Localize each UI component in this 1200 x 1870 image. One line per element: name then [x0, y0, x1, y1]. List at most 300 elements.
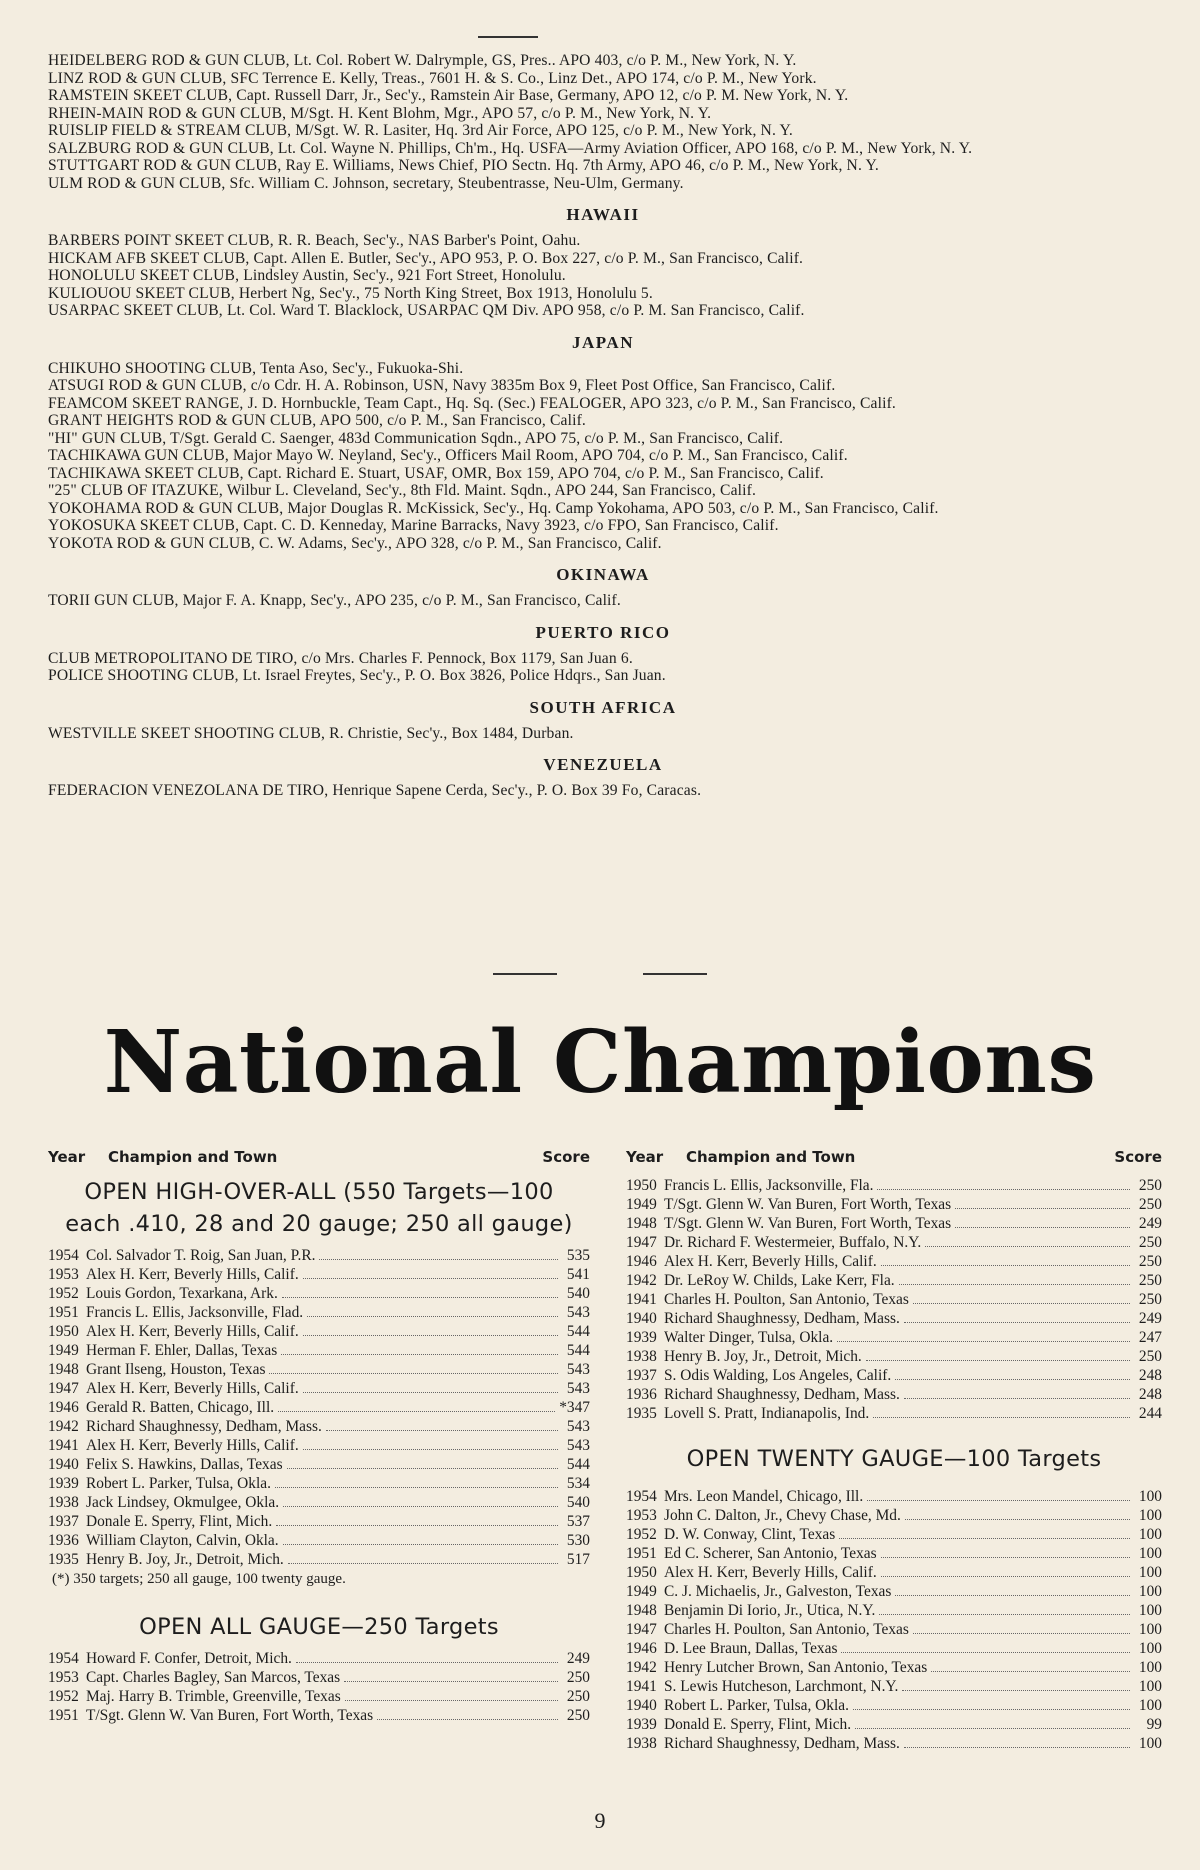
club-details: c/o Mrs. Charles F. Pennock, Box 1179, San Juan 6.: [301, 649, 633, 667]
champion-name: Herman F. Ehler, Dallas, Texas: [86, 1342, 278, 1359]
club-details: Lt. Col. Robert W. Dalrymple, GS, Pres.. APO 403, c/o P. M., New York, N. Y.: [293, 52, 797, 69]
champion-row: [626, 1366, 1162, 1385]
club-entry: [48, 412, 1158, 430]
club-details: APO 500, c/o P. M., San Francisco, Calif.: [319, 412, 586, 429]
column-header: [626, 1148, 1162, 1166]
champion-name: Robert L. Parker, Tulsa, Okla.: [664, 1697, 849, 1714]
champion-year: 1939: [626, 1716, 657, 1733]
champion-row: [626, 1582, 1162, 1601]
champion-row: [626, 1677, 1162, 1696]
club-details: Sfc. William C. Johnson, secretary, Steubentrasse, Neu-Ulm, Germany.: [229, 174, 684, 192]
dot-leader: [319, 1258, 558, 1260]
champion-score: 250: [1138, 1196, 1162, 1213]
dot-leader: [855, 1727, 1130, 1729]
champion-score: 250: [566, 1688, 590, 1705]
champion-row: [48, 1531, 590, 1550]
champion-row: [48, 1512, 590, 1531]
champion-score: 540: [566, 1285, 590, 1302]
section-title: OPEN HIGH-OVER-ALL (550 Targets—100 each .410, 28 and 20 gauge; 250 all gauge): [65, 1179, 573, 1237]
club-details: R. Christie, Sec'y., Box 1484, Durban.: [329, 724, 574, 742]
champion-year: 1946: [48, 1399, 79, 1416]
champion-score: 100: [1138, 1602, 1162, 1619]
dot-leader: [377, 1718, 558, 1720]
dot-leader: [902, 1689, 1130, 1691]
champion-name: D. Lee Braun, Dallas, Texas: [664, 1640, 838, 1657]
champion-row: [626, 1309, 1162, 1328]
champion-year: 1941: [48, 1437, 79, 1454]
champion-name: Walter Dinger, Tulsa, Okla.: [664, 1329, 834, 1346]
champion-year: 1954: [48, 1650, 79, 1667]
club-name: GRANT HEIGHTS ROD & GUN CLUB,: [48, 412, 317, 429]
dot-leader: [307, 1315, 558, 1317]
club-name: RUISLIP FIELD & STREAM CLUB,: [48, 122, 292, 139]
year-header: Year: [626, 1148, 664, 1166]
champion-row: [48, 1493, 590, 1512]
champion-name: T/Sgt. Glenn W. Van Buren, Fort Worth, Texas: [664, 1215, 952, 1232]
champion-name: C. J. Michaelis, Jr., Galveston, Texas: [664, 1583, 892, 1600]
champion-year: 1941: [626, 1678, 657, 1695]
champion-row: [626, 1252, 1162, 1271]
club-entry: [48, 232, 1158, 250]
champion-year: 1948: [48, 1361, 79, 1378]
champion-row: [48, 1341, 590, 1360]
champion-score: 100: [1138, 1526, 1162, 1543]
column-header: [48, 1148, 590, 1166]
club-entry: [48, 105, 1158, 123]
champion-score: 99: [1146, 1716, 1162, 1733]
champion-score: 247: [1138, 1329, 1162, 1346]
dot-leader: [955, 1207, 1130, 1209]
champion-row: [626, 1214, 1162, 1233]
club-name: HEIDELBERG ROD & GUN CLUB,: [48, 52, 290, 69]
champion-year: 1940: [626, 1697, 657, 1714]
dot-leader: [303, 1448, 558, 1450]
club-entry: [48, 650, 1158, 668]
champion-score: 540: [566, 1494, 590, 1511]
club-entry: [48, 482, 1158, 500]
club-details: Capt. Richard E. Stuart, USAF, OMR, Box 159, APO 704, c/o P. M., San Francisco, Calif.: [247, 464, 824, 482]
champion-row: [626, 1347, 1162, 1366]
champion-name: Richard Shaughnessy, Dedham, Mass.: [86, 1418, 322, 1435]
dot-leader: [904, 1746, 1130, 1748]
champion-name: Benjamin Di Iorio, Jr., Utica, N.Y.: [664, 1602, 876, 1619]
club-entry: [48, 592, 1158, 610]
dot-leader: [913, 1632, 1130, 1634]
club-entry: [48, 535, 1158, 553]
top-rule: [478, 36, 538, 38]
club-name: POLICE SHOOTING CLUB,: [48, 667, 239, 684]
champion-name: Ed C. Scherer, San Antonio, Texas: [664, 1545, 877, 1562]
dot-leader: [326, 1429, 558, 1431]
champion-score: 100: [1138, 1735, 1162, 1752]
page-number: 9: [594, 1808, 606, 1833]
club-entry: [48, 267, 1158, 285]
club-details: Tenta Aso, Sec'y., Fukuoka-Shi.: [259, 359, 464, 377]
region-heading: HAWAII: [566, 205, 640, 224]
champion-year: 1942: [48, 1418, 79, 1435]
champion-score: 534: [566, 1475, 590, 1492]
champion-name: S. Lewis Hutcheson, Larchmont, N.Y.: [664, 1678, 899, 1695]
dot-leader: [881, 1556, 1130, 1558]
champion-row: [48, 1303, 590, 1322]
dot-leader: [288, 1562, 558, 1564]
club-entry: [48, 52, 1158, 70]
champion-score: 250: [1138, 1272, 1162, 1289]
champion-year: 1953: [48, 1266, 79, 1283]
dot-leader: [899, 1283, 1130, 1285]
champion-year: 1948: [626, 1215, 657, 1232]
club-details: Major Douglas R. McKissick, Sec'y., Hq. Camp Yokohama, APO 503, c/o P. M., San Francisco, Calif.: [287, 499, 939, 517]
champion-year: 1952: [48, 1688, 79, 1705]
champion-name: Alex H. Kerr, Beverly Hills, Calif.: [86, 1266, 299, 1283]
champion-name: Louis Gordon, Texarkana, Ark.: [86, 1285, 278, 1302]
champion-name: Robert L. Parker, Tulsa, Okla.: [86, 1475, 271, 1492]
club-name: STUTTGART ROD & GUN CLUB,: [48, 157, 282, 174]
club-entry: [48, 465, 1158, 483]
club-details: T/Sgt. Gerald C. Saenger, 483d Communication Sqdn., APO 75, c/o P. M., San Francisco, Calif.: [170, 429, 784, 447]
dot-leader: [278, 1410, 555, 1412]
champion-score: *347: [559, 1399, 590, 1416]
champion-score: 537: [566, 1513, 590, 1530]
champion-score: 248: [1138, 1386, 1162, 1403]
champion-year: 1946: [626, 1640, 657, 1657]
champion-year: 1938: [626, 1735, 657, 1752]
dot-leader: [283, 1505, 558, 1507]
club-entry: [48, 140, 1158, 158]
champions-left-column: [48, 1148, 590, 1725]
club-name: USARPAC SKEET CLUB,: [48, 302, 223, 319]
champion-score: 244: [1138, 1405, 1162, 1422]
club-details: Lindsley Austin, Sec'y., 921 Fort Street, Honolulu.: [243, 267, 566, 284]
dot-leader: [303, 1334, 558, 1336]
champion-name: William Clayton, Calvin, Okla.: [86, 1532, 279, 1549]
champion-row: [48, 1360, 590, 1379]
club-entry: [48, 377, 1158, 395]
club-entry: [48, 122, 1158, 140]
champion-score: 100: [1138, 1545, 1162, 1562]
champion-score: 249: [1138, 1310, 1162, 1327]
champion-name: Francis L. Ellis, Jacksonville, Flad.: [86, 1304, 304, 1321]
champion-row: [626, 1506, 1162, 1525]
champion-name: D. W. Conway, Clint, Texas: [664, 1526, 836, 1543]
dot-leader: [296, 1661, 558, 1663]
club-details: R. R. Beach, Sec'y., NAS Barber's Point, Oahu.: [277, 232, 581, 249]
club-details: Capt. C. D. Kenneday, Marine Barracks, Navy 3923, c/o FPO, San Francisco, Calif.: [243, 517, 779, 534]
champion-score: 530: [566, 1532, 590, 1549]
champion-year: 1952: [626, 1526, 657, 1543]
champion-row: [48, 1668, 590, 1687]
region-heading: SOUTH AFRICA: [529, 697, 677, 717]
club-entry: [48, 447, 1158, 465]
champion-score: 541: [566, 1266, 590, 1283]
club-name: RAMSTEIN SKEET CLUB,: [48, 87, 233, 104]
score-header: Score: [542, 1148, 590, 1166]
champion-name: Alex H. Kerr, Beverly Hills, Calif.: [86, 1380, 299, 1397]
champion-score: 543: [566, 1361, 590, 1378]
champion-year: 1949: [626, 1196, 657, 1213]
champion-score: 250: [1138, 1234, 1162, 1251]
dot-leader: [955, 1226, 1130, 1228]
club-entry: [48, 285, 1158, 303]
section-title: OPEN TWENTY GAUGE—100 Targets: [686, 1446, 1102, 1472]
champion-year: 1949: [48, 1342, 79, 1359]
dot-leader: [275, 1486, 558, 1488]
champion-score: 250: [566, 1669, 590, 1686]
champion-name: Richard Shaughnessy, Dedham, Mass.: [664, 1310, 900, 1327]
club-name: YOKOSUKA SKEET CLUB,: [48, 517, 240, 534]
page-title: National Champions: [103, 1012, 1097, 1113]
dot-leader: [931, 1670, 1130, 1672]
club-details: Herbert Ng, Sec'y., 75 North King Street, Box 1913, Honolulu 5.: [238, 284, 653, 302]
region-heading: PUERTO RICO: [535, 622, 671, 642]
champion-row: [626, 1487, 1162, 1506]
champion-row: [48, 1436, 590, 1455]
champion-name: Maj. Harry B. Trimble, Greenville, Texas: [86, 1688, 341, 1705]
champion-row: [48, 1246, 590, 1265]
champion-year: 1938: [626, 1348, 657, 1365]
champion-year: 1940: [48, 1456, 79, 1473]
club-name: "HI" GUN CLUB,: [48, 429, 167, 447]
champion-score: 100: [1138, 1583, 1162, 1600]
dot-leader: [303, 1277, 558, 1279]
champion-row: [626, 1620, 1162, 1639]
champion-score: 100: [1138, 1697, 1162, 1714]
champion-name: Alex H. Kerr, Beverly Hills, Calif.: [664, 1564, 877, 1581]
champion-year: 1949: [626, 1583, 657, 1600]
champion-name: Donald E. Sperry, Flint, Mich.: [664, 1716, 852, 1733]
champion-year: 1953: [626, 1507, 657, 1524]
champion-year: 1941: [626, 1291, 657, 1308]
champion-row: [626, 1734, 1162, 1753]
club-entry: [48, 360, 1158, 378]
dot-leader: [879, 1613, 1130, 1615]
champion-score: 250: [1138, 1253, 1162, 1270]
club-entry: [48, 782, 1158, 800]
club-details: SFC Terrence E. Kelly, Treas., 7601 H. & S. Co., Linz Det., APO 174, c/o P. M., New York.: [230, 69, 817, 87]
club-name: CLUB METROPOLITANO DE TIRO,: [48, 649, 298, 667]
champion-row: [626, 1696, 1162, 1715]
champion-year: 1950: [48, 1323, 79, 1340]
champion-year: 1942: [626, 1272, 657, 1289]
champion-name: Jack Lindsey, Okmulgee, Okla.: [86, 1494, 280, 1511]
champion-name: Dr. LeRoy W. Childs, Lake Kerr, Fla.: [664, 1272, 895, 1289]
champion-score: 248: [1138, 1367, 1162, 1384]
champion-name: Howard F. Confer, Detroit, Mich.: [86, 1650, 292, 1667]
champion-row: [48, 1706, 590, 1725]
champion-name: Donale E. Sperry, Flint, Mich.: [86, 1513, 273, 1530]
club-name: KULIOUOU SKEET CLUB,: [48, 284, 235, 302]
club-entry: [48, 517, 1158, 535]
champion-row: [48, 1687, 590, 1706]
champion-year: 1948: [626, 1602, 657, 1619]
club-entry: [48, 250, 1158, 268]
champion-score: 535: [566, 1247, 590, 1264]
champion-row: [626, 1176, 1162, 1195]
champion-name: Grant Ilseng, Houston, Texas: [86, 1361, 266, 1378]
champion-score: 517: [566, 1551, 590, 1568]
champion-year: 1940: [626, 1310, 657, 1327]
club-name: HICKAM AFB SKEET CLUB,: [48, 249, 250, 267]
champion-score: 544: [566, 1342, 590, 1359]
champion-score: 544: [566, 1323, 590, 1340]
champion-score: 250: [1138, 1177, 1162, 1194]
dot-leader: [867, 1499, 1130, 1501]
champion-row: [626, 1233, 1162, 1252]
champion-name: Henry B. Joy, Jr., Detroit, Mich.: [86, 1551, 284, 1568]
champion-name: Richard Shaughnessy, Dedham, Mass.: [664, 1386, 900, 1403]
champion-name: Charles H. Poulton, San Antonio, Texas: [664, 1621, 909, 1638]
champion-row: [48, 1265, 590, 1284]
club-details: Capt. Allen E. Butler, Sec'y., APO 953, P. O. Box 227, c/o P. M., San Francisco, Calif.: [253, 249, 804, 267]
club-entry: [48, 500, 1158, 518]
champion-row: [48, 1322, 590, 1341]
champion-year: 1947: [626, 1234, 657, 1251]
champion-name: Capt. Charles Bagley, San Marcos, Texas: [86, 1669, 341, 1686]
club-details: Major Mayo W. Neyland, Sec'y., Officers Mail Room, APO 704, c/o P. M., San Francisco, Calif.: [233, 447, 848, 464]
champion-score: 250: [566, 1707, 590, 1724]
club-details: J. D. Hornbuckle, Team Capt., Hq. Sq. (Sec.) FEALOGER, APO 323, c/o P. M., San Francisco, Calif.: [247, 394, 896, 412]
champion-row: [626, 1715, 1162, 1734]
club-name: FEAMCOM SKEET RANGE,: [48, 394, 244, 412]
champion-name: Alex H. Kerr, Beverly Hills, Calif.: [86, 1437, 299, 1454]
champion-year: 1947: [626, 1621, 657, 1638]
champion-name: Alex H. Kerr, Beverly Hills, Calif.: [664, 1253, 877, 1270]
club-name: YOKOHAMA ROD & GUN CLUB,: [48, 499, 284, 517]
champion-score: 543: [566, 1437, 590, 1454]
champion-year: 1954: [626, 1488, 657, 1505]
club-name: CHIKUHO SHOOTING CLUB,: [48, 359, 257, 377]
club-details: M/Sgt. W. R. Lasiter, Hq. 3rd Air Force, APO 125, c/o P. M., New York, N. Y.: [295, 122, 793, 139]
dot-leader: [303, 1391, 558, 1393]
club-entry: [48, 430, 1158, 448]
dot-leader: [281, 1353, 558, 1355]
champion-year: 1951: [48, 1707, 79, 1724]
club-entry: [48, 667, 1158, 685]
club-name: HONOLULU SKEET CLUB,: [48, 267, 240, 284]
club-name: TACHIKAWA GUN CLUB,: [48, 447, 229, 464]
dot-leader: [895, 1378, 1130, 1380]
champion-row: [626, 1601, 1162, 1620]
club-details: Lt. Israel Freytes, Sec'y., P. O. Box 3826, Police Hdqrs., San Juan.: [242, 667, 666, 684]
champion-name: T/Sgt. Glenn W. Van Buren, Fort Worth, Texas: [86, 1707, 374, 1724]
champion-year: 1951: [48, 1304, 79, 1321]
champion-name: Dr. Richard F. Westermeier, Buffalo, N.Y.: [664, 1234, 922, 1251]
champion-row: [48, 1474, 590, 1493]
club-details: Major F. A. Knapp, Sec'y., APO 235, c/o P. M., San Francisco, Calif.: [182, 592, 621, 609]
club-entry: [48, 157, 1158, 175]
champion-name: Col. Salvador T. Roig, San Juan, P.R.: [86, 1247, 316, 1264]
champion-year: 1952: [48, 1285, 79, 1302]
champion-year: 1939: [626, 1329, 657, 1346]
dot-leader: [873, 1416, 1130, 1418]
club-entry: [48, 302, 1158, 320]
dot-leader: [904, 1321, 1130, 1323]
champion-name: Alex H. Kerr, Beverly Hills, Calif.: [86, 1323, 299, 1340]
footnote: (*) 350 targets; 250 all gauge, 100 twenty gauge.: [52, 1571, 346, 1587]
champion-year: 1942: [626, 1659, 657, 1676]
dot-leader: [877, 1188, 1130, 1190]
champion-row: [626, 1404, 1162, 1423]
club-name: WESTVILLE SKEET SHOOTING CLUB,: [48, 724, 326, 742]
champion-score: 100: [1138, 1488, 1162, 1505]
champion-year: 1937: [48, 1513, 79, 1530]
club-entry: [48, 725, 1158, 743]
dot-leader: [905, 1518, 1130, 1520]
champion-name: Lovell S. Pratt, Indianapolis, Ind.: [664, 1405, 870, 1422]
club-name: "25" CLUB OF ITAZUKE,: [48, 482, 223, 499]
club-name: ULM ROD & GUN CLUB,: [48, 174, 226, 192]
section-title: OPEN ALL GAUGE—250 Targets: [139, 1614, 499, 1640]
champion-year: 1947: [48, 1380, 79, 1397]
champion-score: 100: [1138, 1507, 1162, 1524]
champion-score: 100: [1138, 1678, 1162, 1695]
champion-year: 1937: [626, 1367, 657, 1384]
dot-leader: [841, 1651, 1130, 1653]
champion-name: Felix S. Hawkins, Dallas, Texas: [86, 1456, 283, 1473]
champion-year: 1935: [626, 1405, 657, 1422]
champion-score: 543: [566, 1418, 590, 1435]
champion-row: [626, 1563, 1162, 1582]
champion-score: 100: [1138, 1564, 1162, 1581]
club-directory: [48, 52, 1158, 800]
club-name: TORII GUN CLUB,: [48, 592, 179, 609]
region-heading: OKINAWA: [556, 565, 650, 584]
champion-name: Francis L. Ellis, Jacksonville, Fla.: [664, 1177, 874, 1194]
club-details: Lt. Col. Ward T. Blacklock, USARPAC QM Div. APO 958, c/o P. M. San Francisco, Calif.: [226, 302, 805, 319]
champion-score: 100: [1138, 1621, 1162, 1638]
champion-year: 1951: [626, 1545, 657, 1562]
champion-year: 1953: [48, 1669, 79, 1686]
champion-name: John C. Dalton, Jr., Chevy Chase, Md.: [664, 1507, 901, 1524]
champion-row: [48, 1417, 590, 1436]
dot-leader: [276, 1524, 558, 1526]
dot-leader: [904, 1397, 1130, 1399]
score-header: Score: [1114, 1148, 1162, 1166]
champion-score: 100: [1138, 1640, 1162, 1657]
champion-score: 543: [566, 1304, 590, 1321]
champion-row: [626, 1290, 1162, 1309]
champion-year: 1950: [626, 1177, 657, 1194]
champion-row: [48, 1284, 590, 1303]
club-details: C. W. Adams, Sec'y., APO 328, c/o P. M., San Francisco, Calif.: [259, 534, 662, 552]
champion-header: Champion and Town: [108, 1148, 278, 1166]
club-name: YOKOTA ROD & GUN CLUB,: [48, 534, 255, 552]
champion-year: 1935: [48, 1551, 79, 1568]
champion-score: 250: [1138, 1348, 1162, 1365]
club-entry: [48, 395, 1158, 413]
club-name: ATSUGI ROD & GUN CLUB,: [48, 377, 247, 394]
champion-header: Champion and Town: [686, 1148, 856, 1166]
champion-year: 1946: [626, 1253, 657, 1270]
club-details: Henrique Sapene Cerda, Sec'y., P. O. Box 39 Fo, Caracas.: [332, 782, 702, 799]
champion-year: 1938: [48, 1494, 79, 1511]
club-details: Lt. Col. Wayne N. Phillips, Ch'm., Hq. USFA—Army Aviation Officer, APO 168, c/o P. M., New York, N. Y.: [277, 139, 973, 157]
champion-row: [626, 1195, 1162, 1214]
champion-score: 249: [1138, 1215, 1162, 1232]
club-name: LINZ ROD & GUN CLUB,: [48, 69, 227, 87]
champion-score: 100: [1138, 1659, 1162, 1676]
champion-name: Mrs. Leon Mandel, Chicago, Ill.: [664, 1488, 864, 1505]
region-heading: VENEZUELA: [543, 755, 663, 774]
champion-row: [48, 1455, 590, 1474]
dot-leader: [881, 1575, 1130, 1577]
club-details: Capt. Russell Darr, Jr., Sec'y., Ramstein Air Base, Germany, APO 12, c/o P. M. New York, N. Y.: [236, 87, 849, 104]
club-name: SALZBURG ROD & GUN CLUB,: [48, 139, 274, 157]
champion-score: 543: [566, 1380, 590, 1397]
dot-leader: [287, 1467, 558, 1469]
champion-row: [626, 1658, 1162, 1677]
region-heading: JAPAN: [572, 332, 634, 352]
